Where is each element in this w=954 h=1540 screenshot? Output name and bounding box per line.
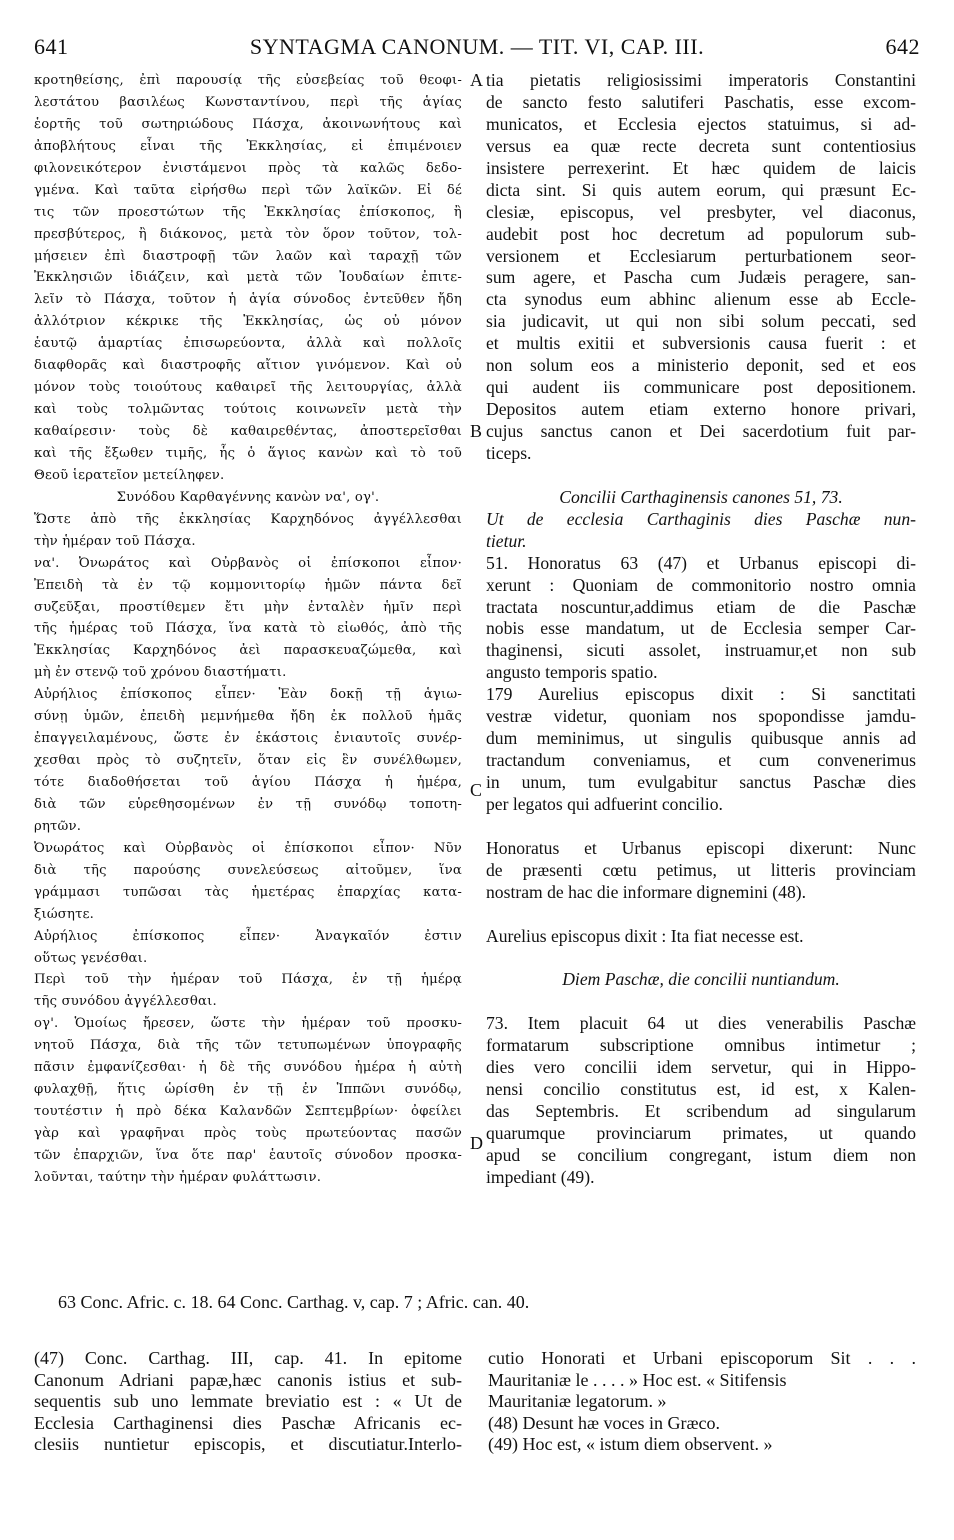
latin-line: tractata noscuntur,addimus etiam de die Paschæ — [486, 596, 916, 617]
running-title: SYNTAGMA CANONUM. — TIT. VI, CAP. III. — [249, 34, 705, 59]
latin-line: de sancto festo salutiferi Paschatis, esse excom- — [486, 91, 916, 112]
latin-line: nostram de hac die informare dignemini (48). — [486, 881, 807, 902]
greek-line: λεστάτου βασιλέως Κωνσταντίνου, περὶ τῆς ἁγίας — [34, 94, 462, 110]
latin-line: apud se concilium congregant, istum diem non — [486, 1144, 916, 1165]
greek-line: Ὀνωράτος καὶ Οὐρβανὸς οἱ ἐπίσκοποι εἶπον· Νῦν — [34, 840, 462, 856]
latin-line: dicta sint. Si quis autem eorum, qui præsunt Ec- — [486, 179, 916, 200]
greek-line: Ὥστε ἀπὸ τῆς ἐκκλησίας Καρχηδόνος ἀγγέλλεσθαι — [34, 511, 462, 527]
greek-line: γράμμασι τυπῶσαι τὰς ἡμετέρας ἐπαρχίας κατα- — [34, 884, 462, 900]
latin-line: dies vero concilii idem servetur, qui in Hippo- — [486, 1057, 916, 1078]
note-line: Canonum Adriani papæ,hæc canonis istius et sub- — [34, 1369, 462, 1390]
greek-line: κροτηθείσης, ἐπὶ παρουσίᾳ τῆς εὐσεβείας τοῦ θεοφι- — [34, 73, 462, 88]
latin-heading: Concilii Carthaginensis canones 51, 73. — [559, 486, 843, 507]
latin-line: sum agere, et Pascha cum Judæis peragere, san- — [486, 267, 916, 288]
greek-line: πᾶσιν ἐμφανίζεσθαι· ἡ δὲ τῆς συνόδου ἡμέρα ἡ αὐτὴ — [34, 1060, 462, 1076]
greek-line: τις τῶν προεστώτων τῆς Ἐκκλησίας ἐπίσκοπος, ἢ — [34, 204, 462, 220]
greek-line: πρεσβύτερος, ἢ διάκονος, μετὰ τὸν ὅρον τοῦτον, τολ- — [34, 226, 462, 242]
latin-line: tractandum conveniamus, et cum convenerimus — [486, 750, 916, 771]
note-line: (49) Hoc est, « istum diem observent. » — [488, 1434, 773, 1455]
footnote-references: 63 Conc. Afric. c. 18. 64 Conc. Carthag. v, cap. 7 ; Afric. can. 40. — [58, 1292, 530, 1312]
greek-line: διὰ τῆς παρούσης συνελεύσεως αἰτοῦμεν, ἵνα — [34, 862, 462, 878]
greek-line: λοῦνται, ταύτην τὴν ἡμέραν φυλάττωσιν. — [34, 1169, 322, 1185]
latin-line: cta synodus eum abhinc alienum esse ab Eccle- — [486, 289, 916, 310]
margin-letter-d: D — [470, 1133, 483, 1153]
latin-line: insistere perrexerint. Et hæc quidem de laicis — [486, 157, 916, 178]
latin-line: municatos, et Ecclesia ejectos statuimus, si ad- — [486, 113, 916, 134]
latin-heading: Diem Paschæ, die concilii nuntiandum. — [562, 969, 840, 990]
latin-line: per legatos qui adfuerint concilio. — [486, 793, 723, 814]
latin-line: angusto temporis spatio. — [486, 662, 658, 683]
latin-line: impediant (49). — [486, 1166, 595, 1187]
latin-line: das Septembris. Et scribendum ad singularum — [486, 1101, 916, 1122]
latin-line: cujus sanctus canon et Dei sacerdotium fuit par- — [486, 421, 916, 441]
notes-left-column — [34, 1348, 462, 1456]
greek-line: διαφθορᾶς καὶ διαστροφῆς αἴτιον γινόμενον. Καὶ οὐ — [34, 358, 462, 374]
greek-line: γμένα. Καὶ ταῦτα εἰρήσθω περὶ τῶν λαϊκῶν. Εἰ δέ — [34, 182, 462, 198]
notes-right-column — [488, 1348, 916, 1456]
latin-line: versionem et Ecclesiarum perturbationem seor- — [486, 245, 916, 266]
greek-line: Ἐκκλησιῶν ἰδιάζειν, καὶ μετὰ τῶν Ἰουδαίων ἐπιτε- — [34, 270, 462, 286]
latin-line: xerunt : Quoniam de commonitorio nostro omnia — [486, 574, 916, 595]
greek-line: χεσθαι πρὸς τὸ συζητεῖν, ὅταν εἰς ἓν συνέλθωμεν, — [34, 753, 462, 769]
margin-letter-b: B — [470, 421, 483, 441]
greek-line: τῆς συνόδου ἀγγέλλεσθαι. — [34, 994, 217, 1010]
greek-line: Αὐρήλιος ἐπίσκοπος εἶπεν· Ἀναγκαῖόν ἐστιν — [34, 928, 462, 944]
latin-line: 51. Honoratus 63 (47) et Urbanus episcopi di- — [486, 552, 916, 573]
latin-line: thaginensi, sicuti assolet, instruamur,et non sub — [486, 640, 916, 661]
latin-line: quarumque provinciarum primates, ut quando — [486, 1123, 916, 1143]
greek-line: Ἐπειδὴ τὰ ἐν τῷ κομμονιτορίῳ ἡμῶν πάντα δεῖ — [34, 577, 462, 593]
margin-letter-a: A — [470, 70, 483, 90]
greek-line: ογ'. Ὁμοίως ἤρεσεν, ὥστε τὴν ἡμέραν τοῦ προσκυ- — [34, 1016, 462, 1032]
page-number-right: 642 — [885, 34, 920, 59]
latin-line: in unum, tum evulgabitur sanctus Paschæ dies — [486, 772, 916, 792]
greek-line: ἑαυτῷ ἁμαρτίας ἐπισωρεύοντα, ἀλλὰ καὶ πολλοῖς — [34, 336, 462, 352]
greek-line: τουτέστιν ἡ πρὸ δέκα Καλανδῶν Σεπτεμβρίων· ὀφείλει — [34, 1104, 462, 1120]
latin-line: Honoratus et Urbanus episcopi dixerunt: Nunc — [486, 837, 916, 858]
greek-line: συζεῦξαι, προστίθεμεν ἔτι μὴν ἐνταλὲν ἡμῖν περὶ — [34, 599, 462, 615]
latin-line: nobis esse mandatum, ut de Ecclesia semper Car- — [486, 618, 916, 639]
latin-column — [486, 70, 916, 1189]
note-line: Mauritaniæ le . . . . » Hoc est. « Sitifensis — [488, 1369, 787, 1390]
note-line: cutio Honorati et Urbani episcoporum Sit . . . — [488, 1348, 916, 1368]
greek-line: ξιώσητε. — [34, 906, 95, 922]
greek-line: λεῖν τὸ Πάσχα, τοῦτον ἡ ἁγία σύνοδος ἐντεῦθεν ἤδη — [34, 292, 462, 308]
greek-line: καὶ τοὺς τολμῶντας τούτοις κοινωνεῖν μετὰ τὴν — [34, 402, 462, 418]
greek-line: καθαίρεσιν· τοὺς δὲ καθαιρεθέντας, ἀποστερεῖσθαι — [34, 424, 462, 439]
latin-line: Depositos autem etiam externo honore privari, — [486, 399, 916, 420]
note-line: clesiis nuntietur episcopis, et discutiatur.Interlo- — [34, 1434, 462, 1455]
latin-subheading: tietur. — [486, 530, 527, 551]
latin-line: de præsenti cœtu petimus, ut litteris provinciam — [486, 859, 916, 880]
note-line: (48) Desunt hæ voces in Græco. — [488, 1412, 720, 1433]
latin-line: vestræ videtur, quoniam nos spopondisse jamdu- — [486, 706, 916, 727]
latin-line: clesiæ, episcopus, vel presbyter, vel diaconus, — [486, 201, 916, 222]
greek-line: τὴν ἡμέραν τοῦ Πάσχα. — [34, 533, 196, 549]
greek-line: ἑορτῆς τοῦ σωτηριώδους Πάσχα, ἀκοινωνήτους καὶ — [34, 116, 462, 132]
greek-line: καὶ τῆς ἔξωθεν τιμῆς, ἧς ὁ ἅγιος κανὼν καὶ τὸ τοῦ — [34, 445, 462, 461]
latin-line: 179 Aurelius episcopus dixit : Si sanctitati — [486, 684, 916, 705]
note-line: sequentis sub uno lemmate breviatio est : « Ut de — [34, 1391, 462, 1412]
latin-line: tia pietatis religiosissimi imperatoris Constantini — [486, 70, 916, 90]
latin-line: nensi concilio constitutus est, id est, x Kalen- — [486, 1079, 916, 1100]
greek-line: οὕτως γενέσθαι. — [34, 950, 148, 966]
greek-line: Αὐρήλιος ἐπίσκοπος εἶπεν· Ἐὰν δοκῇ τῇ ἁγιω- — [34, 687, 462, 703]
running-header — [34, 34, 920, 64]
greek-line: Περὶ τοῦ τὴν ἡμέραν τοῦ Πάσχα, ἐν τῇ ἡμέρᾳ — [34, 972, 462, 988]
note-line: Ecclesia Carthaginensi dies Paschæ Africanis ec- — [34, 1412, 462, 1433]
greek-column — [34, 70, 462, 1189]
latin-line: sia judicavit, ut qui non sibi solum peccati, sed — [486, 311, 916, 332]
latin-line: Aurelius episcopus dixit : Ita fiat necesse est. — [486, 925, 804, 946]
greek-line: Ἐκκλησίας Καρχηδόνος ἀεὶ παρασκευαζώμεθα, καὶ — [34, 643, 462, 659]
latin-subheading: Ut de ecclesia Carthaginis dies Paschæ nun- — [486, 508, 916, 529]
latin-line: non solum eos a ministerio deponit, sed et eos — [486, 355, 916, 376]
latin-line: versus ea quæ recte decreta sunt contentiosius — [486, 135, 916, 156]
page-number-left: 641 — [34, 34, 69, 59]
greek-line: φυλαχθῇ, ἥτις ὡρίσθη ἐν τῇ ἐν Ἱππῶνι συνόδῳ, — [34, 1082, 462, 1098]
greek-line: σύνῃ ὑμῶν, ἐπειδὴ μεμνήμεθα ἤδη ἐκ πολλοῦ ἡμᾶς — [34, 709, 462, 725]
latin-line: formatarum subscriptione omnibus intimetur ; — [486, 1035, 916, 1056]
latin-line: 73. Item placuit 64 ut dies venerabilis Paschæ — [486, 1013, 916, 1034]
greek-line: ἀλλότριον κέκρικε τῆς Ἐκκλησίας, ὡς οὐ μόνον — [34, 314, 462, 330]
greek-line: τῆς ἡμέρας τοῦ Πάσχα, ἵνα κατὰ τὸ εἰωθός, ἀπὸ τῆς — [34, 621, 462, 637]
latin-line: ticeps. — [486, 442, 532, 463]
greek-line: διὰ τῶν εὑρεθησομένων ἐν τῇ συνόδῳ τοποτη- — [34, 796, 462, 812]
greek-line: ρητῶν. — [34, 818, 82, 834]
greek-line: μήσειεν ἐπὶ διαστροφῇ τῶν λαῶν καὶ ταραχῇ τῶν — [34, 248, 462, 264]
greek-line: τῶν ἐπαρχιῶν, ἵνα ὅτε παρ' ἑαυτοῖς σύνοδον προσκα- — [34, 1147, 462, 1163]
greek-line: Θεοῦ ἱερατεῖον μετείληφεν. — [34, 467, 225, 483]
greek-line: ἀποβλήτους εἶναι τῆς Ἐκκλησίας, εἰ ἐπιμένοιεν — [34, 138, 462, 154]
latin-line: dum meminimus, ut singulis quibusque annis ad — [486, 728, 916, 749]
greek-line: γὰρ καὶ γραφῆναι πρὸς τοὺς πρωτεύοντας πασῶν — [34, 1126, 462, 1141]
note-line: (47) Conc. Carthag. III, cap. 41. In epitome — [34, 1348, 462, 1368]
greek-line: τότε διαδοθήσεται τοῦ ἁγίου Πάσχα ἡ ἡμέρα, — [34, 775, 462, 790]
margin-letter-c: C — [470, 780, 483, 800]
greek-line: μὴ ἐν στενῷ τοῦ χρόνου διαστήματι. — [34, 665, 287, 681]
note-line: Mauritaniæ legatorum. » — [488, 1391, 667, 1412]
greek-heading: Συνόδου Καρθαγέννης κανὼν να', ογ'. — [116, 489, 380, 505]
latin-line: et multis exitii et subversionis causa fuerit : et — [486, 333, 916, 354]
greek-line: να'. Ὀνωράτος καὶ Οὐρβανὸς οἱ ἐπίσκοποι εἶπον· — [34, 555, 462, 571]
greek-line: νητοῦ Πάσχα, διὰ τῆς τῶν τετυπωμένων ὑπογραφῆς — [34, 1038, 462, 1054]
latin-line: qui audent iis communicare post depositionem. — [486, 377, 916, 398]
greek-line: ἐπαγγειλαμένους, ὥστε ἐν ἑκάστοις ἐνιαυτοῖς συνέρ- — [34, 731, 462, 747]
latin-line: audebit post hoc decretum ad populorum sub- — [486, 223, 916, 244]
greek-line: φιλονεικότερον ἐνιστάμενοι πρὸς τὰ καλῶς δεδο- — [34, 160, 462, 176]
greek-line: μόνον τοὺς τοιούτους καθαιρεῖ τῆς λειτουργίας, ἀλλὰ — [34, 380, 462, 396]
